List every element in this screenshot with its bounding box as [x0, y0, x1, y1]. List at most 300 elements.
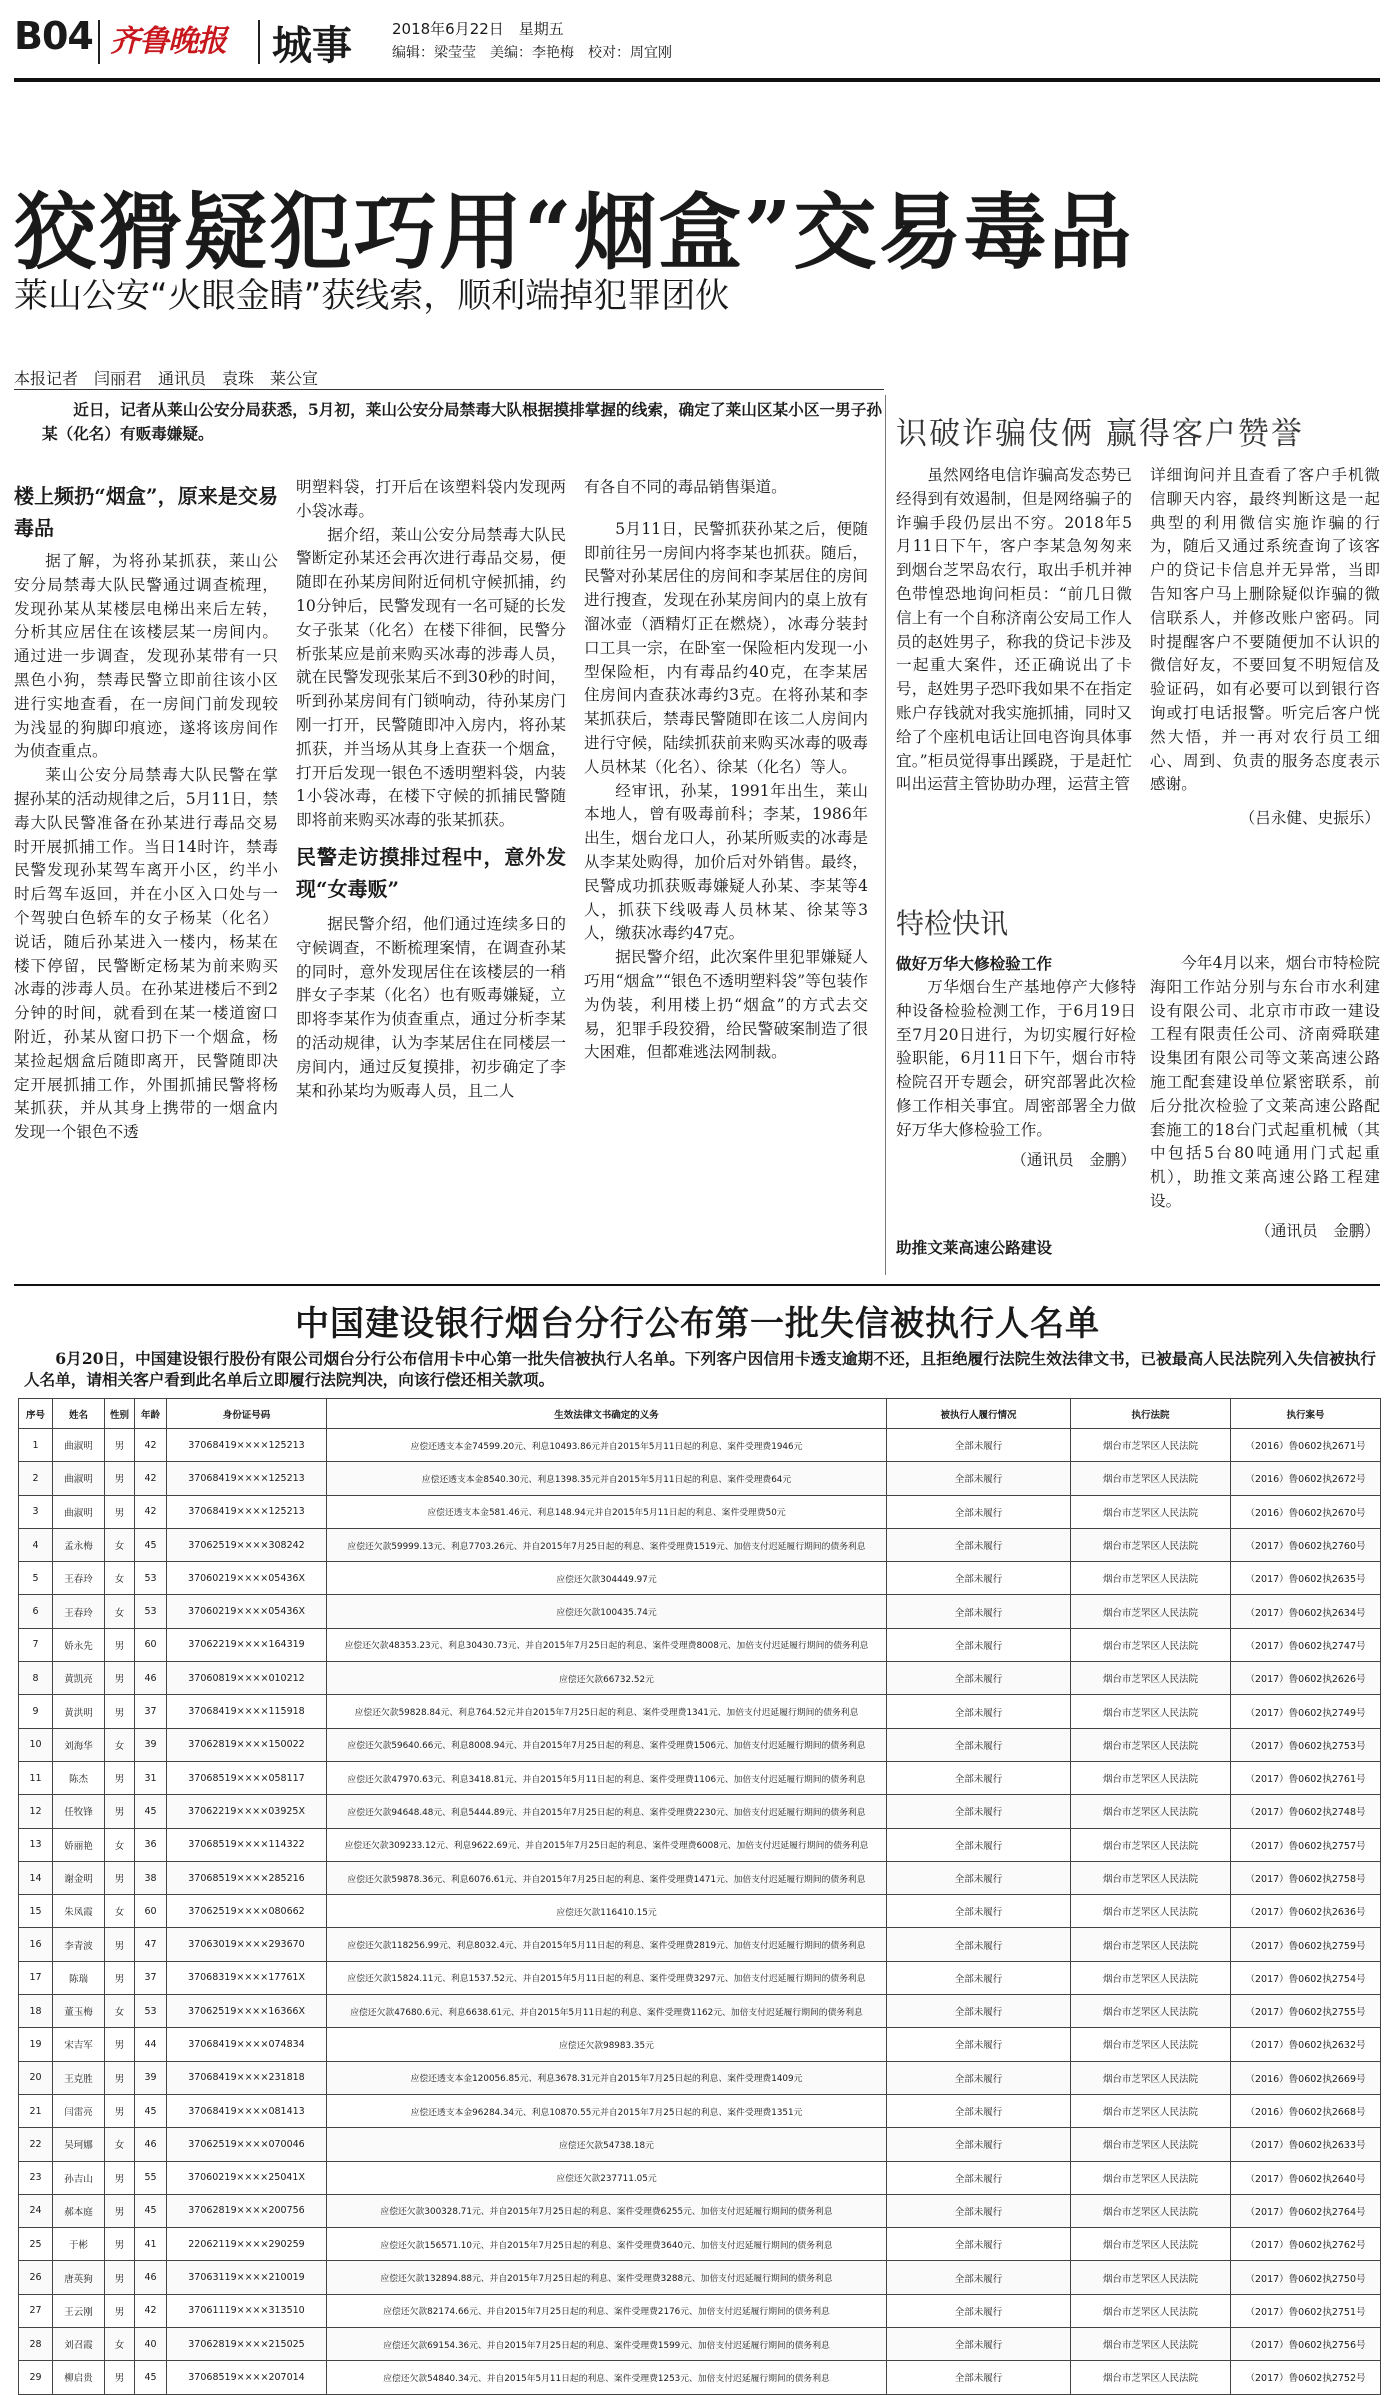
table-row	[19, 1895, 1381, 1928]
table-cell: 10	[19, 1728, 53, 1761]
table-cell: （2017）鲁0602执2748号	[1231, 1795, 1381, 1828]
article-paragraph: 据民警介绍，他们通过连续多日的守候调查，不断梳理案情，在调查孙某的同时，意外发现居住在该楼层的一稍胖女子李某（化名）也有贩毒嫌疑，立即将李某作为侦查重点，通过分析李某的活动规律，认为李某居住在同楼层一房间内，通过反复摸排，初步确定了李某和孙某均为贩毒人员，且二人	[296, 914, 566, 1100]
table-cell: 39	[135, 2061, 167, 2094]
table-cell: 女	[105, 1595, 135, 1628]
table-cell: 37068419××××125213	[167, 1429, 327, 1462]
table-cell: 男	[105, 2028, 135, 2061]
article-paragraph: 有各自不同的毒品销售渠道。	[584, 478, 787, 496]
table-cell: 男	[105, 1961, 135, 1994]
table-cell: 42	[135, 1495, 167, 1528]
table-row	[19, 1795, 1381, 1828]
table-cell: 应偿还欠款47970.63元、利息3418.81元、并自2015年5月11日起的利息、案件受理费1106元、加倍支付迟延履行期间的债务利息	[327, 1761, 887, 1794]
table-cell: 全部未履行	[887, 1595, 1071, 1628]
table-row	[19, 1628, 1381, 1661]
table-cell: （2016）鲁0602执2668号	[1231, 2094, 1381, 2127]
table-cell: 17	[19, 1961, 53, 1994]
table-cell: 娇永先	[53, 1628, 105, 1661]
table-cell: 37062219××××164319	[167, 1628, 327, 1661]
table-cell: 全部未履行	[887, 1828, 1071, 1861]
table-cell: 应偿还透支本金96284.34元、利息10870.55元并自2015年7月25日起的利息、案件受理费1351元	[327, 2094, 887, 2127]
header-divider	[98, 20, 100, 64]
table-cell: （2016）鲁0602执2671号	[1231, 1429, 1381, 1462]
table-cell: 刘海华	[53, 1728, 105, 1761]
table-cell: 37068319××××17761X	[167, 1961, 327, 1994]
fraud-column-2	[1150, 464, 1380, 874]
page-header	[14, 14, 1380, 84]
table-cell: 孟永梅	[53, 1528, 105, 1561]
table-cell: 42	[135, 1462, 167, 1495]
table-cell: 烟台市芝罘区人民法院	[1071, 1462, 1231, 1495]
table-cell: 女	[105, 1728, 135, 1761]
table-row	[19, 1595, 1381, 1628]
table-cell: 11	[19, 1761, 53, 1794]
table-cell: 男	[105, 1695, 135, 1728]
table-cell: 应偿还欠款15824.11元、利息1537.52元、并自2015年5月11日起的利息、案件受理费3297元、加倍支付迟延履行期间的债务利息	[327, 1961, 887, 1994]
article-paragraph: 今年4月以来，烟台市特检院海阳工作站分别与东台市水利建设有限公司、北京市市政一建设工程有限责任公司、济南舜联建设集团有限公司等文莱高速公路施工配套建设单位紧密联系，前后分批次检验了文莱高速公路配套施工的18台门式起重机械（其中包括5台80吨通用门式起重机），助推文莱高速公路工程建设。	[1150, 954, 1380, 1210]
table-cell: 曲淑明	[53, 1429, 105, 1462]
article-paragraph: 据民警介绍，此次案件里犯罪嫌疑人巧用“烟盒”“银色不透明塑料袋”等包装作为伪装，利用楼上扔“烟盒”的方式去交易，犯罪手段狡猾，给民警破案制造了很大困难，但都难逃法网制裁。	[584, 948, 868, 1062]
table-cell: 60	[135, 1628, 167, 1661]
inspection-column-1	[896, 952, 1136, 1242]
table-cell: 烟台市芝罘区人民法院	[1071, 1595, 1231, 1628]
table-cell: 37060219××××05436X	[167, 1562, 327, 1595]
table-cell: 36	[135, 1828, 167, 1861]
table-row	[19, 1728, 1381, 1761]
table-cell: 6	[19, 1595, 53, 1628]
table-cell: （2017）鲁0602执2757号	[1231, 1828, 1381, 1861]
table-cell: （2017）鲁0602执2761号	[1231, 1761, 1381, 1794]
table-cell: 31	[135, 1761, 167, 1794]
table-cell: 42	[135, 1429, 167, 1462]
section-rule	[14, 1284, 1380, 1286]
table-row	[19, 1528, 1381, 1561]
table-cell: 全部未履行	[887, 1495, 1071, 1528]
table-cell: 男	[105, 2294, 135, 2327]
table-cell: 男	[105, 2094, 135, 2127]
fraud-article-title: 识破诈骗伎俩 赢得客户赞誉	[896, 416, 1304, 452]
table-cell: 任牧锋	[53, 1795, 105, 1828]
table-cell: 40	[135, 2328, 167, 2361]
table-cell: 烟台市芝罘区人民法院	[1071, 1562, 1231, 1595]
table-cell: （2017）鲁0602执2758号	[1231, 1861, 1381, 1894]
table-row	[19, 2194, 1381, 2227]
table-cell: 24	[19, 2194, 53, 2227]
table-cell: （2017）鲁0602执2634号	[1231, 1595, 1381, 1628]
table-cell: 全部未履行	[887, 1562, 1071, 1595]
section-name: 城事	[272, 22, 352, 69]
article-credit: （吕永健、史振乐）	[1239, 809, 1380, 828]
table-cell: 46	[135, 2128, 167, 2161]
table-cell: 53	[135, 1595, 167, 1628]
table-row	[19, 1761, 1381, 1794]
section-heading: 楼上频扔“烟盒”，原来是交易毒品	[14, 484, 278, 540]
table-cell: 曲淑明	[53, 1495, 105, 1528]
table-cell: 烟台市芝罘区人民法院	[1071, 1528, 1231, 1561]
table-cell: 26	[19, 2261, 53, 2294]
column-header: 执行案号	[1231, 1399, 1381, 1429]
article-column-3	[584, 476, 868, 1286]
table-cell: 28	[19, 2328, 53, 2361]
newspaper-logo: 齐鲁晚报	[110, 24, 226, 59]
header-divider	[258, 20, 260, 64]
table-cell: 孙吉山	[53, 2161, 105, 2194]
table-row	[19, 2028, 1381, 2061]
table-cell: 烟台市芝罘区人民法院	[1071, 1961, 1231, 1994]
table-cell: 7	[19, 1628, 53, 1661]
table-cell: 男	[105, 1861, 135, 1894]
table-cell: 37068519××××058117	[167, 1761, 327, 1794]
article-paragraph: 5月11日，民警抓获孙某之后，便随即前往另一房间内将李某也抓获。随后，民警对孙某居住的房间和李某居住的房间进行搜查，发现在孙某房间内的桌上放有溜冰壶（酒精灯正在燃烧），冰毒分装封口工具一宗，在卧室一保险柜内发现一小型保险柜，内有毒品约40克，在李某居住房间内查获冰毒约3克。在将孙某和李某抓获后，禁毒民警随即在该二人房间内进行守候，陆续抓获前来购买冰毒的吸毒人员林某（化名）、徐某（化名）等人。	[584, 519, 868, 776]
table-cell: （2017）鲁0602执2752号	[1231, 2361, 1381, 2394]
table-cell: 全部未履行	[887, 2294, 1071, 2327]
table-row	[19, 2061, 1381, 2094]
table-cell: 全部未履行	[887, 1462, 1071, 1495]
table-body	[19, 1429, 1381, 2395]
table-cell: 全部未履行	[887, 2228, 1071, 2261]
table-cell: 女	[105, 2328, 135, 2361]
table-cell: 烟台市芝罘区人民法院	[1071, 1928, 1231, 1961]
table-cell: 烟台市芝罘区人民法院	[1071, 2194, 1231, 2227]
table-cell: 22062119××××290259	[167, 2228, 327, 2261]
table-cell: 烟台市芝罘区人民法院	[1071, 1795, 1231, 1828]
table-cell: 柳启贵	[53, 2361, 105, 2394]
table-cell: 烟台市芝罘区人民法院	[1071, 1761, 1231, 1794]
table-cell: 37068519××××207014	[167, 2361, 327, 2394]
table-cell: 37062519××××080662	[167, 1895, 327, 1928]
table-cell: 37062519××××308242	[167, 1528, 327, 1561]
table-cell: 18	[19, 1995, 53, 2028]
table-cell: 37062519××××16366X	[167, 1995, 327, 2028]
table-cell: 47	[135, 1928, 167, 1961]
table-cell: 闫雷亮	[53, 2094, 105, 2127]
table-cell: 23	[19, 2161, 53, 2194]
table-cell: 37060219××××25041X	[167, 2161, 327, 2194]
article-paragraph: 万华烟台生产基地停产大修特种设备检验检测工作，于6月19日至7月20日进行，为切实履行好检验职能，6月11日下午，烟台市特检院召开专题会，研究部署此次检修工作相关事宜。周密部署全力做好万华大修检验工作。	[896, 978, 1136, 1139]
table-row	[19, 1861, 1381, 1894]
article-byline: 本报记者 闫丽君 通讯员 袁珠 莱公宣	[14, 369, 319, 388]
table-cell: 唐英狗	[53, 2261, 105, 2294]
table-row	[19, 1961, 1381, 1994]
table-cell: 应偿还透支本金120056.85元、利息3678.31元并自2015年7月25日起的利息、案件受理费1409元	[327, 2061, 887, 2094]
table-cell: 8	[19, 1662, 53, 1695]
table-cell: 刘召霞	[53, 2328, 105, 2361]
table-cell: 41	[135, 2228, 167, 2261]
article-column-2	[296, 476, 566, 1286]
table-cell: 女	[105, 1995, 135, 2028]
table-cell: 37063019××××293670	[167, 1928, 327, 1961]
table-cell: 27	[19, 2294, 53, 2327]
table-cell: （2017）鲁0602执2636号	[1231, 1895, 1381, 1928]
table-cell: 3	[19, 1495, 53, 1528]
table-cell: 37068519××××114322	[167, 1828, 327, 1861]
table-cell: 53	[135, 1562, 167, 1595]
table-cell: （2017）鲁0602执2754号	[1231, 1961, 1381, 1994]
table-row	[19, 1828, 1381, 1861]
table-row	[19, 2328, 1381, 2361]
article-paragraph: 详细询问并且查看了客户手机微信聊天内容，最终判断这是一起典型的利用微信实施诈骗的行为，随后又通过系统查询了该客户的贷记卡信息并无异常，当即告知客户马上删除疑似诈骗的微信联系人，并修改账户密码。同时提醒客户不要随便加不认识的微信好友，不要回复不明短信及验证码，如有必要可以到银行咨询或打电话报警。听完后客户恍然大悟，并一再对农行员工细心、周到、负责的服务态度表示感谢。	[1150, 466, 1380, 794]
table-cell: 应偿还欠款94648.48元、利息5444.89元、并自2015年7月25日起的利息、案件受理费2230元、加倍支付迟延履行期间的债务利息	[327, 1795, 887, 1828]
table-cell: 烟台市芝罘区人民法院	[1071, 2228, 1231, 2261]
table-cell: 应偿还欠款66732.52元	[327, 1662, 887, 1695]
table-cell: 黄凯亮	[53, 1662, 105, 1695]
table-cell: 37062219××××03925X	[167, 1795, 327, 1828]
table-cell: 全部未履行	[887, 1528, 1071, 1561]
article-paragraph: 据了解，为将孙某抓获，莱山公安分局禁毒大队民警通过调查梳理，发现孙某从某楼层电梯出来后左转，分析其应居住在该楼层某一房间内。通过进一步调查，发现孙某带有一只黑色小狗，禁毒民警立即前往该小区进行实地查看，在一房间门前发现较为浅显的狗脚印痕迹，遂将该房间作为侦查重点。	[14, 552, 278, 761]
table-cell: 45	[135, 2094, 167, 2127]
article-paragraph: 经审讯，孙某，1991年出生，莱山本地人，曾有吸毒前科；李某，1986年出生，烟台龙口人，孙某所贩卖的冰毒是从李某处购得，加价后对外销售。最终，民警成功抓获贩毒嫌疑人孙某、李某等4人，抓获下线吸毒人员林某、徐某等3人，缴获冰毒约47克。	[584, 781, 868, 943]
column-divider	[885, 395, 886, 1275]
table-cell: 21	[19, 2094, 53, 2127]
bank-notice-title: 中国建设银行烟台分行公布第一批失信被执行人名单	[295, 1304, 1100, 1344]
table-cell: （2017）鲁0602执2626号	[1231, 1662, 1381, 1695]
column-header: 身份证号码	[167, 1399, 327, 1429]
table-cell: 应偿还欠款59999.13元、利息7703.26元、并自2015年7月25日起的利息、案件受理费1519元、加倍支付迟延履行期间的债务利息	[327, 1528, 887, 1561]
table-cell: 应偿还欠款54840.34元、并自2015年5月11日起的利息、案件受理费1253元、加倍支付迟延履行期间的债务利息	[327, 2361, 887, 2394]
column-header: 性别	[105, 1399, 135, 1429]
table-cell: 男	[105, 2228, 135, 2261]
table-row	[19, 1429, 1381, 1462]
table-cell: 王克胜	[53, 2061, 105, 2094]
table-cell: 全部未履行	[887, 2261, 1071, 2294]
table-cell: 19	[19, 2028, 53, 2061]
table-cell: 应偿还欠款309233.12元、利息9622.69元、并自2015年7月25日起的利息、案件受理费6008元、加倍支付迟延履行期间的债务利息	[327, 1828, 887, 1861]
table-cell: 女	[105, 1562, 135, 1595]
table-cell: 男	[105, 1761, 135, 1794]
table-cell: 烟台市芝罘区人民法院	[1071, 2128, 1231, 2161]
table-cell: 应偿还欠款82174.66元、并自2015年7月25日起的利息、案件受理费2176元、加倍支付迟延履行期间的债务利息	[327, 2294, 887, 2327]
table-cell: 37062519××××070046	[167, 2128, 327, 2161]
table-cell: 全部未履行	[887, 2028, 1071, 2061]
table-cell: 12	[19, 1795, 53, 1828]
table-cell: 9	[19, 1695, 53, 1728]
table-cell: 全部未履行	[887, 1861, 1071, 1894]
table-cell: 男	[105, 1795, 135, 1828]
table-cell: 应偿还欠款300328.71元、并自2015年7月25日起的利息、案件受理费6255元、加倍支付迟延履行期间的债务利息	[327, 2194, 887, 2227]
table-cell: 娇丽艳	[53, 1828, 105, 1861]
table-cell: 全部未履行	[887, 1995, 1071, 2028]
table-cell: 45	[135, 2194, 167, 2227]
table-cell: 烟台市芝罘区人民法院	[1071, 2261, 1231, 2294]
table-cell: 烟台市芝罘区人民法院	[1071, 2028, 1231, 2061]
table-cell: 全部未履行	[887, 1728, 1071, 1761]
table-cell: （2017）鲁0602执2753号	[1231, 1728, 1381, 1761]
table-cell: 应偿还欠款59640.66元、利息8008.94元、并自2015年7月25日起的利息、案件受理费1506元、加倍支付迟延履行期间的债务利息	[327, 1728, 887, 1761]
table-cell: 男	[105, 1628, 135, 1661]
table-cell: 宋吉军	[53, 2028, 105, 2061]
defaulter-table	[18, 1398, 1381, 2395]
table-cell: 全部未履行	[887, 1695, 1071, 1728]
table-cell: 42	[135, 2294, 167, 2327]
table-cell: 37	[135, 1961, 167, 1994]
table-cell: 46	[135, 2261, 167, 2294]
table-cell: （2017）鲁0602执2750号	[1231, 2261, 1381, 2294]
table-row	[19, 2361, 1381, 2394]
table-cell: 应偿还透支本金8540.30元、利息1398.35元并自2015年5月11日起的利息、案件受理费64元	[327, 1462, 887, 1495]
table-cell: 29	[19, 2361, 53, 2394]
table-cell: 应偿还透支本金74599.20元、利息10493.86元并自2015年5月11日起的利息、案件受理费1946元	[327, 1429, 887, 1462]
table-cell: （2017）鲁0602执2759号	[1231, 1928, 1381, 1961]
page-number: B04	[14, 14, 93, 58]
table-cell: 李青波	[53, 1928, 105, 1961]
table-cell: 烟台市芝罘区人民法院	[1071, 2361, 1231, 2394]
inspection-column-2	[1150, 952, 1380, 1242]
table-cell: 王春玲	[53, 1595, 105, 1628]
table-cell: 烟台市芝罘区人民法院	[1071, 2161, 1231, 2194]
table-cell: 39	[135, 1728, 167, 1761]
table-cell: 郝本庭	[53, 2194, 105, 2227]
table-row	[19, 1928, 1381, 1961]
table-cell: 应偿还欠款156571.10元、并自2015年7月25日起的利息、案件受理费3640元、加倍支付迟延履行期间的债务利息	[327, 2228, 887, 2261]
table-cell: （2017）鲁0602执2756号	[1231, 2328, 1381, 2361]
table-cell: 烟台市芝罘区人民法院	[1071, 1495, 1231, 1528]
table-cell: （2017）鲁0602执2633号	[1231, 2128, 1381, 2161]
table-cell: 37068419××××081413	[167, 2094, 327, 2127]
table-cell: （2017）鲁0602执2632号	[1231, 2028, 1381, 2061]
table-cell: 烟台市芝罘区人民法院	[1071, 1861, 1231, 1894]
table-cell: 55	[135, 2161, 167, 2194]
table-cell: 烟台市芝罘区人民法院	[1071, 1429, 1231, 1462]
table-cell: 1	[19, 1429, 53, 1462]
article-lead: 近日，记者从莱山公安分局获悉，5月初，莱山公安分局禁毒大队根据摸排掌握的线索，确定了莱山区某小区一男子孙某（化名）有贩毒嫌疑。	[42, 400, 882, 443]
table-cell: 37060219××××05436X	[167, 1595, 327, 1628]
table-row	[19, 2228, 1381, 2261]
table-row	[19, 1695, 1381, 1728]
table-cell: 烟台市芝罘区人民法院	[1071, 1895, 1231, 1928]
table-cell: 37068419××××125213	[167, 1495, 327, 1528]
table-cell: 男	[105, 1928, 135, 1961]
table-cell: 烟台市芝罘区人民法院	[1071, 1662, 1231, 1695]
table-cell: 男	[105, 1429, 135, 1462]
table-cell: 应偿还欠款47680.6元、利息6638.61元、并自2015年5月11日起的利息、案件受理费1162元、加倍支付迟延履行期间的债务利息	[327, 1995, 887, 2028]
fraud-column-1: 虽然网络电信诈骗高发态势已经得到有效遏制，但是网络骗子的诈骗手段仍层出不穷。2018年5月11日下午，客户李某急匆匆来到烟台芝罘岛农行，取出手机并神色带惶恐地询问柜员：“前几日微信上有一个自称济南公安局工作人员的赵姓男子，称我的贷记卡涉及一起重大案件，还正确说出了卡号，赵姓男子恐吓我如果不在指定账户存钱就对我实施抓捕，同时又给了个座机电话让回电咨询具体事宜。”柜员觉得事出蹊跷，于是赶忙叫出运营主管协助办理，运营主管	[896, 466, 1132, 794]
table-cell: 应偿还欠款69154.36元、并自2015年7月25日起的利息、案件受理费1599元、加倍支付迟延履行期间的债务利息	[327, 2328, 887, 2361]
editor-credits: 编辑：梁莹莹 美编：李艳梅 校对：周宜刚	[392, 45, 672, 61]
column-header: 被执行人履行情况	[887, 1399, 1071, 1429]
table-cell: 16	[19, 1928, 53, 1961]
table-row	[19, 2161, 1381, 2194]
table-cell: 37062819××××215025	[167, 2328, 327, 2361]
table-cell: 应偿还欠款118256.99元、利息8032.4元、并自2015年5月11日起的利息、案件受理费2819元、加倍支付迟延履行期间的债务利息	[327, 1928, 887, 1961]
table-cell: 男	[105, 2194, 135, 2227]
table-cell: 38	[135, 1861, 167, 1894]
table-cell: 吴珂娜	[53, 2128, 105, 2161]
table-cell: 男	[105, 2261, 135, 2294]
table-cell: 烟台市芝罘区人民法院	[1071, 2061, 1231, 2094]
table-cell: （2017）鲁0602执2747号	[1231, 1628, 1381, 1661]
table-cell: （2017）鲁0602执2640号	[1231, 2161, 1381, 2194]
table-cell: 应偿还欠款132894.88元、并自2015年7月25日起的利息、案件受理费3288元、加倍支付迟延履行期间的债务利息	[327, 2261, 887, 2294]
table-cell: 全部未履行	[887, 1895, 1071, 1928]
table-cell: 王云刚	[53, 2294, 105, 2327]
table-cell: 于彬	[53, 2228, 105, 2261]
column-header: 生效法律文书确定的义务	[327, 1399, 887, 1429]
table-cell: 37068419××××115918	[167, 1695, 327, 1728]
table-cell: （2017）鲁0602执2760号	[1231, 1528, 1381, 1561]
table-cell: 男	[105, 1462, 135, 1495]
table-cell: 朱凤霞	[53, 1895, 105, 1928]
table-cell: 53	[135, 1995, 167, 2028]
table-cell: 应偿还欠款59878.36元、利息6076.61元、并自2015年7月25日起的利息、案件受理费1471元、加倍支付迟延履行期间的债务利息	[327, 1861, 887, 1894]
table-cell: 37068419××××231818	[167, 2061, 327, 2094]
table-cell: 37063119××××210019	[167, 2261, 327, 2294]
table-cell: 烟台市芝罘区人民法院	[1071, 2328, 1231, 2361]
table-cell: 全部未履行	[887, 1628, 1071, 1661]
bank-notice-intro: 6月20日，中国建设银行股份有限公司烟台分行公布信用卡中心第一批失信被执行人名单。下列客户因信用卡透支逾期不还，且拒绝履行法院生效法律文书，已被最高人民法院列入失信被执行人名单，请相关客户看到此名单后立即履行法院判决，向该行偿还相关款项。	[24, 1349, 1376, 1389]
table-cell: 陈杰	[53, 1761, 105, 1794]
table-cell: 全部未履行	[887, 2328, 1071, 2361]
table-cell: 男	[105, 1495, 135, 1528]
table-cell: 男	[105, 2061, 135, 2094]
article-column-1	[14, 476, 278, 1286]
table-cell: 全部未履行	[887, 2361, 1071, 2394]
table-cell: （2017）鲁0602执2635号	[1231, 1562, 1381, 1595]
table-cell: 4	[19, 1528, 53, 1561]
item-heading: 助推文莱高速公路建设	[896, 1239, 1052, 1257]
table-row	[19, 1995, 1381, 2028]
table-cell: 全部未履行	[887, 1429, 1071, 1462]
table-cell: 22	[19, 2128, 53, 2161]
table-cell: 女	[105, 1528, 135, 1561]
table-cell: 全部未履行	[887, 2061, 1071, 2094]
byline-rule	[14, 389, 884, 390]
table-cell: 曲淑明	[53, 1462, 105, 1495]
table-cell: 37062819××××150022	[167, 1728, 327, 1761]
table-cell: 应偿还透支本金581.46元、利息148.94元并自2015年5月11日起的利息、案件受理费50元	[327, 1495, 887, 1528]
article-paragraph: 莱山公安分局禁毒大队民警在掌握孙某的活动规律之后，5月11日，禁毒大队民警准备在孙某进行毒品交易时开展抓捕工作。当日14时许，禁毒民警发现孙某驾车离开小区，约半小时后驾车返回，并在小区入口处与一个驾驶白色轿车的女子杨某（化名）说话，随后孙某进入一楼内，杨某在楼下停留，民警断定杨某为前来购买冰毒的涉毒人员。在孙某进楼后不到2分钟的时间，就看到在某一楼道窗口附近，孙某从窗口扔下一个烟盒，杨某捡起烟盒后随即离开，民警随即决定开展抓捕工作，外围抓捕民警将杨某抓获，并从其身上携带的一烟盒内发现一个银色不透	[14, 766, 278, 1142]
table-cell: 37060819××××010212	[167, 1662, 327, 1695]
column-header: 姓名	[53, 1399, 105, 1429]
table-cell: 全部未履行	[887, 1928, 1071, 1961]
table-cell: 男	[105, 2361, 135, 2394]
table-cell: 应偿还欠款116410.15元	[327, 1895, 887, 1928]
table-cell: 烟台市芝罘区人民法院	[1071, 1695, 1231, 1728]
article-headline: 狡猾疑犯巧用“烟盒”交易毒品	[14, 183, 1134, 281]
table-cell: 5	[19, 1562, 53, 1595]
table-cell: 37068419××××125213	[167, 1462, 327, 1495]
table-cell: （2017）鲁0602执2749号	[1231, 1695, 1381, 1728]
table-cell: 应偿还欠款98983.35元	[327, 2028, 887, 2061]
table-cell: 2	[19, 1462, 53, 1495]
table-cell: 烟台市芝罘区人民法院	[1071, 1995, 1231, 2028]
table-cell: 44	[135, 2028, 167, 2061]
table-cell: 45	[135, 1795, 167, 1828]
table-cell: 全部未履行	[887, 2128, 1071, 2161]
table-row	[19, 1562, 1381, 1595]
table-cell: 应偿还欠款237711.05元	[327, 2161, 887, 2194]
table-cell: 60	[135, 1895, 167, 1928]
table-cell: （2017）鲁0602执2764号	[1231, 2194, 1381, 2227]
table-cell: 37062819××××200756	[167, 2194, 327, 2227]
column-header: 执行法院	[1071, 1399, 1231, 1429]
table-cell: （2016）鲁0602执2672号	[1231, 1462, 1381, 1495]
table-cell: 应偿还欠款59828.84元、利息764.52元并自2015年7月25日起的利息、案件受理费1341元、加倍支付迟延履行期间的债务利息	[327, 1695, 887, 1728]
table-cell: （2016）鲁0602执2670号	[1231, 1495, 1381, 1528]
table-cell: 陈瑞	[53, 1961, 105, 1994]
table-cell: 男	[105, 2161, 135, 2194]
table-row	[19, 2294, 1381, 2327]
table-cell: 烟台市芝罘区人民法院	[1071, 2294, 1231, 2327]
table-cell: （2016）鲁0602执2669号	[1231, 2061, 1381, 2094]
table-row	[19, 2128, 1381, 2161]
article-subheadline: 莱山公安“火眼金睛”获线索，顺利端掉犯罪团伙	[14, 276, 730, 316]
section-heading: 民警走访摸排过程中，意外发现“女毒贩”	[296, 844, 566, 901]
table-cell: 15	[19, 1895, 53, 1928]
table-row	[19, 1662, 1381, 1695]
header-rule	[14, 78, 1380, 82]
article-paragraph: 据介绍，莱山公安分局禁毒大队民警断定孙某还会再次进行毒品交易，便随即在孙某房间附近伺机守候抓捕，约10分钟后，民警发现有一名可疑的长发女子张某（化名）在楼下徘徊，民警分析张某应是前来购买冰毒的涉毒人员，就在民警发现张某后不到30秒的时间，听到孙某房间有门锁响动，待孙某房门刚一打开，民警随即冲入房内，将孙某抓获，并当场从其身上查获一个烟盒，打开后发现一银色不透明塑料袋，内装1小袋冰毒，在楼下守候的抓捕民警随即将前来购买冰毒的张某抓获。	[296, 525, 566, 830]
table-row	[19, 1462, 1381, 1495]
table-header-row	[19, 1399, 1381, 1429]
